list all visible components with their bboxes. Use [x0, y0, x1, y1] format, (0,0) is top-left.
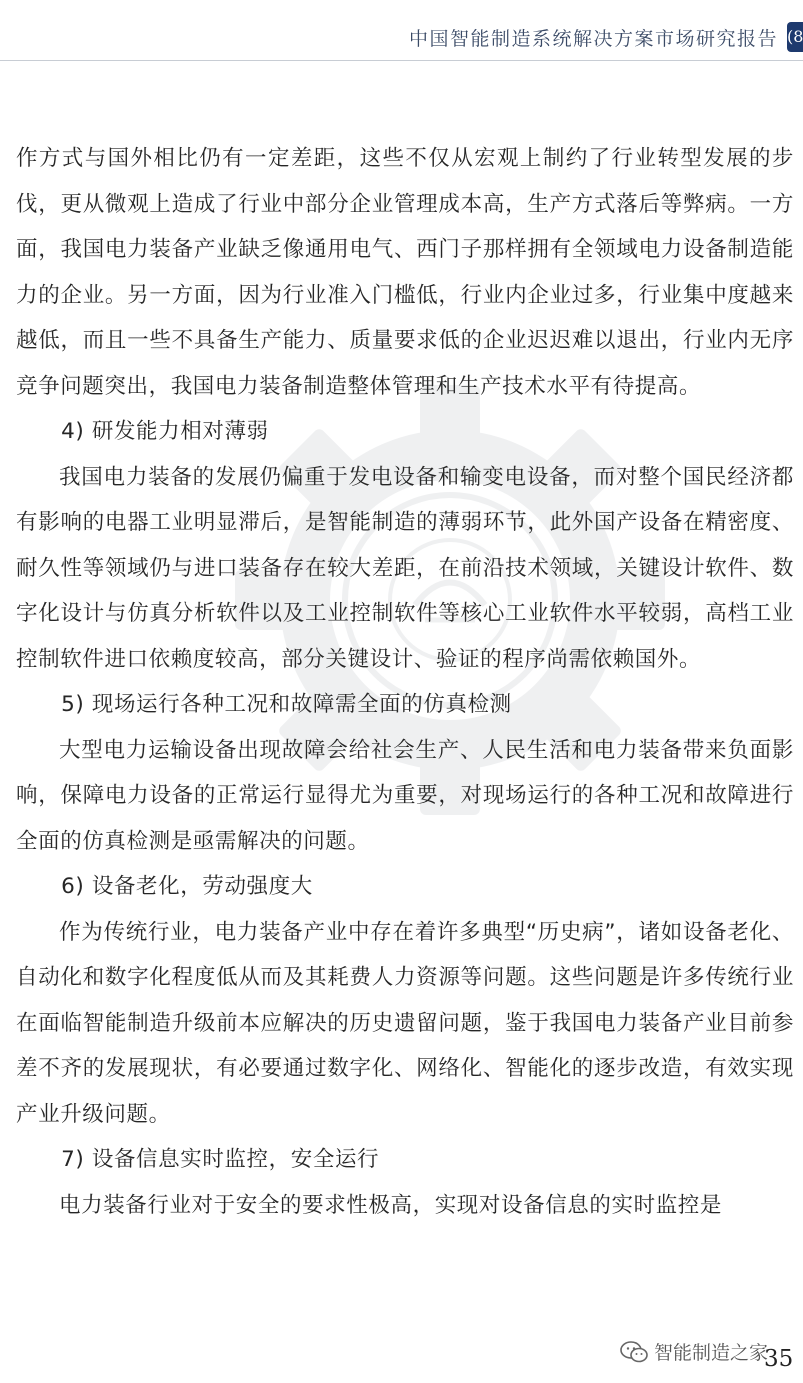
header-divider — [0, 60, 803, 61]
paragraph-equipment-aging: 作为传统行业，电力装备产业中存在着许多典型“历史病”，诸如设备老化、自动化和数字化程度低从而及其耗费人力资源等问题。这些问题是许多传统行业在面临智能制造升级前本应解决的历史遗留问题，鉴于我国电力装备产业目前参差不齐的发展现状，有必要通过数字化、网络化、智能化的逐步改造，有效实现产业升级问题。 — [16, 919, 794, 1127]
section-heading-5: 5) 现场运行各种工况和故障需全面的仿真检测 — [61, 692, 512, 717]
body-text — [16, 136, 794, 1228]
paragraph-continuation: 作方式与国外相比仍有一定差距，这些不仅从宏观上制约了行业转型发展的步伐，更从微观上造成了行业中部分企业管理成本高，生产方式落后等弊病。一方面，我国电力装备产业缺乏像通用电气、西门子那样拥有全领域电力设备制造能力的企业。另一方面，因为行业准入门槛低，行业内企业过多，行业集中度越来越低，而且一些不具备生产能力、质量要求低的企业迟迟难以退出，行业内无序竞争问题突出，我国电力装备制造整体管理和生产技术水平有待提高。 — [16, 146, 794, 399]
section-heading-4: 4) 研发能力相对薄弱 — [61, 419, 269, 444]
source-watermark — [620, 1338, 768, 1365]
section-heading-6: 6) 设备老化，劳动强度大 — [61, 874, 313, 899]
paragraph-rd-capability: 我国电力装备的发展仍偏重于发电设备和输变电设备，而对整个国民经济都有影响的电器工业明显滞后，是智能制造的薄弱环节，此外国产设备在精密度、耐久性等领域仍与进口装备存在较大差距，在前沿技术领域，关键设计软件、数字化设计与仿真分析软件以及工业控制软件等核心工业软件水平较弱，高档工业控制软件进口依赖度较高，部分关键设计、验证的程序尚需依赖国外。 — [16, 464, 794, 672]
page-number: 35 — [764, 1346, 794, 1372]
wechat-icon — [620, 1341, 648, 1363]
section-heading-7: 7) 设备信息实时监控，安全运行 — [61, 1147, 380, 1172]
source-label: 智能制造之家 — [654, 1342, 769, 1364]
paragraph-simulation-testing: 大型电力运输设备出现故障会给社会生产、人民生活和电力装备带来负面影响，保障电力设备的正常运行显得尤为重要，对现场运行的各种工况和故障进行全面的仿真检测是亟需解决的问题。 — [16, 737, 794, 854]
chapter-tab: (8 — [787, 22, 803, 52]
paragraph-realtime-monitoring: 电力装备行业对于安全的要求性极高，实现对设备信息的实时监控是 — [59, 1192, 723, 1218]
report-title: 中国智能制造系统解决方案市场研究报告 — [408, 28, 778, 50]
page-header — [0, 0, 803, 62]
